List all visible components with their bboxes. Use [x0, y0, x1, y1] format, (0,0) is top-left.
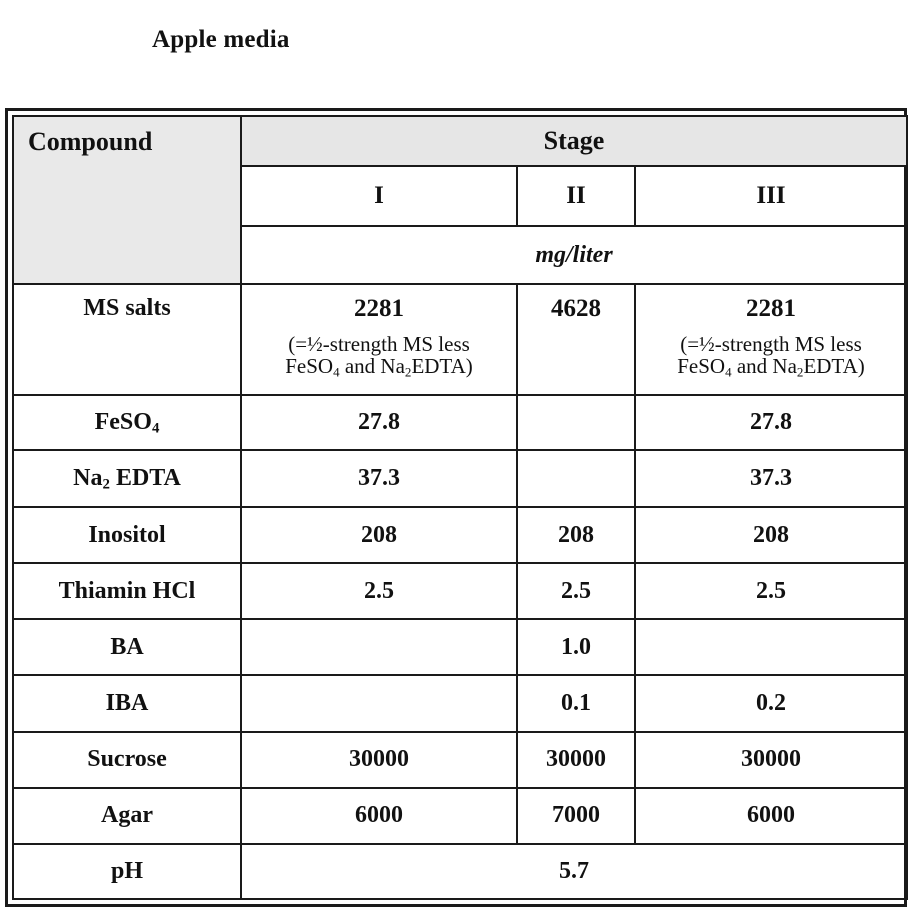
cell-value: 2.5 — [635, 563, 907, 619]
ms-salts-stage-III — [635, 284, 907, 394]
table-row-ms-salts — [13, 284, 907, 394]
stage-III-header: III — [635, 166, 907, 226]
cell-value: 30000 — [517, 732, 635, 788]
cell-value: 0.2 — [635, 675, 907, 731]
table-row-feso4 — [13, 395, 907, 450]
stage-I-header: I — [241, 166, 517, 226]
cell-value: 2281 — [354, 295, 404, 323]
cell-value: 37.3 — [241, 450, 517, 507]
compound-name: IBA — [13, 675, 241, 731]
compound-name: Agar — [13, 788, 241, 844]
media-table — [12, 115, 908, 900]
compound-name: $Na_2$ EDTA — [13, 450, 241, 507]
cell-value: 1.0 — [517, 619, 635, 675]
cell-value: 7000 — [517, 788, 635, 844]
stage-II-header: II — [517, 166, 635, 226]
cell-value: 30000 — [635, 732, 907, 788]
cell-value: 6000 — [241, 788, 517, 844]
media-table-frame — [5, 108, 907, 907]
compound-name: BA — [13, 619, 241, 675]
table-row — [13, 732, 907, 788]
cell-value: 208 — [241, 507, 517, 563]
cell-value: 208 — [517, 507, 635, 563]
compound-name: FeSO$_4$ — [13, 395, 241, 450]
cell-value: 208 — [635, 507, 907, 563]
ms-salts-stage-I — [241, 284, 517, 394]
table-row — [13, 507, 907, 563]
cell-value — [241, 619, 517, 675]
compound-name: pH — [13, 844, 241, 899]
cell-value — [241, 675, 517, 731]
ms-salts-stage-II — [517, 284, 635, 394]
cell-value: 2.5 — [241, 563, 517, 619]
cell-value: 4628 — [551, 295, 601, 323]
table-row — [13, 563, 907, 619]
table-row-na2edta — [13, 450, 907, 507]
cell-value — [517, 395, 635, 450]
cell-value — [517, 450, 635, 507]
page-title: Apple media — [152, 26, 290, 53]
cell-value: 0.1 — [517, 675, 635, 731]
cell-value: 37.3 — [635, 450, 907, 507]
compound-name: MS salts — [13, 284, 241, 394]
table-row — [13, 675, 907, 731]
table-row-ph — [13, 844, 907, 899]
cell-value: 27.8 — [635, 395, 907, 450]
compound-name: Thiamin HCl — [13, 563, 241, 619]
cell-value: 2281 — [746, 295, 796, 323]
table-row — [13, 619, 907, 675]
header-row-stage — [13, 116, 907, 166]
ms-salts-note: (=½-strength MS less FeSO$_4$ and $Na_2EDTA$) — [677, 332, 865, 380]
ms-salts-note: (=½-strength MS less FeSO$_4$ and $Na_2EDTA$) — [285, 332, 473, 380]
cell-value: 27.8 — [241, 395, 517, 450]
compound-name: Sucrose — [13, 732, 241, 788]
cell-value — [635, 619, 907, 675]
compound-header: Compound — [13, 116, 241, 284]
cell-value: 6000 — [635, 788, 907, 844]
unit-label: mg/liter — [241, 226, 907, 284]
stage-header: Stage — [241, 116, 907, 166]
cell-value: 2.5 — [517, 563, 635, 619]
ph-value: 5.7 — [241, 844, 907, 899]
compound-name: Inositol — [13, 507, 241, 563]
cell-value: 30000 — [241, 732, 517, 788]
table-row — [13, 788, 907, 844]
